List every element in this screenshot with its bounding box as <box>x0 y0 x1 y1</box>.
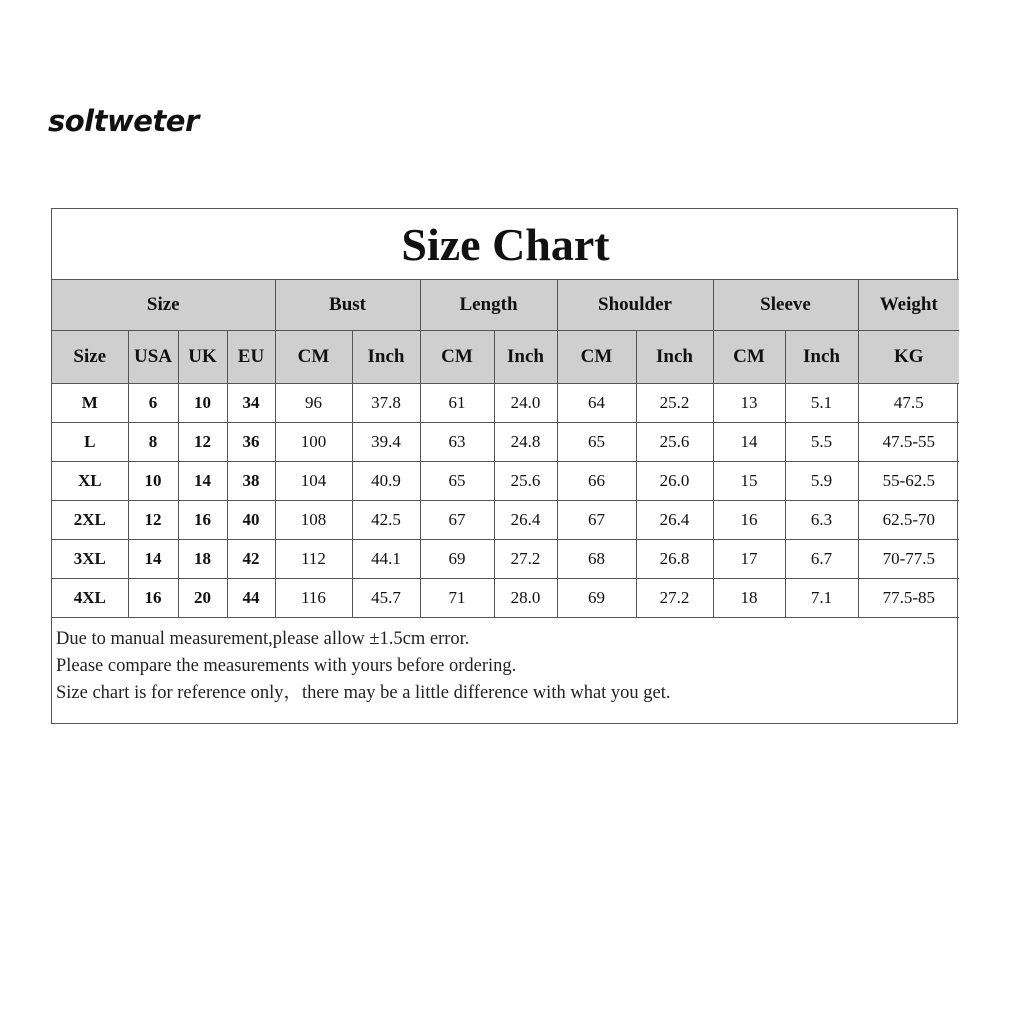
table-cell: 17 <box>713 540 785 579</box>
table-cell: 44.1 <box>352 540 420 579</box>
table-cell: 108 <box>275 501 352 540</box>
table-cell: 47.5-55 <box>858 423 959 462</box>
table-cell: 68 <box>557 540 636 579</box>
table-cell: 104 <box>275 462 352 501</box>
table-cell: 26.4 <box>494 501 557 540</box>
table-cell: 2XL <box>52 501 128 540</box>
table-cell: 69 <box>420 540 494 579</box>
table-cell: 36 <box>227 423 275 462</box>
table-cell: 63 <box>420 423 494 462</box>
table-cell: 42.5 <box>352 501 420 540</box>
table-cell: 25.6 <box>494 462 557 501</box>
group-weight: Weight <box>858 280 959 331</box>
table-cell: 62.5-70 <box>858 501 959 540</box>
table-cell: 16 <box>128 579 178 618</box>
table-cell: 18 <box>178 540 227 579</box>
table-cell: 64 <box>557 384 636 423</box>
table-cell: 5.5 <box>785 423 858 462</box>
table-cell: 10 <box>178 384 227 423</box>
sub-header-row <box>52 331 959 384</box>
column-header: CM <box>713 331 785 384</box>
table-cell: 67 <box>557 501 636 540</box>
table-cell: 26.4 <box>636 501 713 540</box>
column-header: Inch <box>352 331 420 384</box>
table-cell: 24.8 <box>494 423 557 462</box>
group-size: Size <box>52 280 275 331</box>
table-row <box>52 462 959 501</box>
note-line: Due to manual measurement,please allow ±1.5cm error. <box>56 629 470 649</box>
table-cell: 116 <box>275 579 352 618</box>
table-cell: 67 <box>420 501 494 540</box>
table-row <box>52 501 959 540</box>
table-cell: M <box>52 384 128 423</box>
notes <box>52 618 957 707</box>
note-line: Please compare the measurements with yours before ordering. <box>56 656 517 676</box>
table-cell: 71 <box>420 579 494 618</box>
table-cell: 13 <box>713 384 785 423</box>
table-cell: 20 <box>178 579 227 618</box>
column-header: UK <box>178 331 227 384</box>
column-header: Size <box>52 331 128 384</box>
table-cell: 34 <box>227 384 275 423</box>
table-cell: 100 <box>275 423 352 462</box>
table-cell: 45.7 <box>352 579 420 618</box>
table-cell: 38 <box>227 462 275 501</box>
column-header: USA <box>128 331 178 384</box>
table-cell: XL <box>52 462 128 501</box>
table-cell: 27.2 <box>636 579 713 618</box>
table-cell: 25.6 <box>636 423 713 462</box>
table-cell: 12 <box>178 423 227 462</box>
table-cell: 70-77.5 <box>858 540 959 579</box>
table-cell: 28.0 <box>494 579 557 618</box>
table-cell: 7.1 <box>785 579 858 618</box>
table-cell: 40.9 <box>352 462 420 501</box>
table-cell: 8 <box>128 423 178 462</box>
table-row <box>52 540 959 579</box>
table-cell: 61 <box>420 384 494 423</box>
table-cell: 65 <box>420 462 494 501</box>
table-cell: 40 <box>227 501 275 540</box>
table-cell: 14 <box>713 423 785 462</box>
table-cell: 65 <box>557 423 636 462</box>
table-row <box>52 384 959 423</box>
table-cell: 15 <box>713 462 785 501</box>
table-cell: 4XL <box>52 579 128 618</box>
table-cell: 42 <box>227 540 275 579</box>
size-chart <box>51 208 958 724</box>
column-header: EU <box>227 331 275 384</box>
table-cell: 18 <box>713 579 785 618</box>
table-cell: 69 <box>557 579 636 618</box>
column-header: Inch <box>494 331 557 384</box>
brand-logo: soltweter <box>48 104 199 138</box>
table-cell: 10 <box>128 462 178 501</box>
column-header: CM <box>557 331 636 384</box>
table-cell: 5.9 <box>785 462 858 501</box>
table-cell: 12 <box>128 501 178 540</box>
table-cell: 6 <box>128 384 178 423</box>
note-line: Size chart is for reference only，there may be a little difference with what you get. <box>56 683 671 703</box>
table-cell: 6.3 <box>785 501 858 540</box>
column-header: Inch <box>785 331 858 384</box>
column-header: Inch <box>636 331 713 384</box>
table-cell: 25.2 <box>636 384 713 423</box>
table-cell: 47.5 <box>858 384 959 423</box>
table-cell: 5.1 <box>785 384 858 423</box>
table-cell: 27.2 <box>494 540 557 579</box>
table-cell: 16 <box>178 501 227 540</box>
table-cell: 26.0 <box>636 462 713 501</box>
column-header: CM <box>420 331 494 384</box>
group-sleeve: Sleeve <box>713 280 858 331</box>
table-cell: 3XL <box>52 540 128 579</box>
table-cell: 16 <box>713 501 785 540</box>
table-cell: 96 <box>275 384 352 423</box>
table-cell: L <box>52 423 128 462</box>
size-table <box>52 209 959 618</box>
table-cell: 39.4 <box>352 423 420 462</box>
table-cell: 14 <box>128 540 178 579</box>
table-cell: 26.8 <box>636 540 713 579</box>
group-bust: Bust <box>275 280 420 331</box>
table-cell: 112 <box>275 540 352 579</box>
table-row <box>52 579 959 618</box>
group-shoulder: Shoulder <box>557 280 713 331</box>
group-header-row <box>52 280 959 331</box>
table-row <box>52 423 959 462</box>
table-cell: 24.0 <box>494 384 557 423</box>
table-cell: 37.8 <box>352 384 420 423</box>
group-length: Length <box>420 280 557 331</box>
table-cell: 44 <box>227 579 275 618</box>
table-cell: 77.5-85 <box>858 579 959 618</box>
chart-title: Size Chart <box>52 209 959 280</box>
column-header: KG <box>858 331 959 384</box>
column-header: CM <box>275 331 352 384</box>
table-cell: 6.7 <box>785 540 858 579</box>
table-cell: 55-62.5 <box>858 462 959 501</box>
table-cell: 66 <box>557 462 636 501</box>
table-cell: 14 <box>178 462 227 501</box>
